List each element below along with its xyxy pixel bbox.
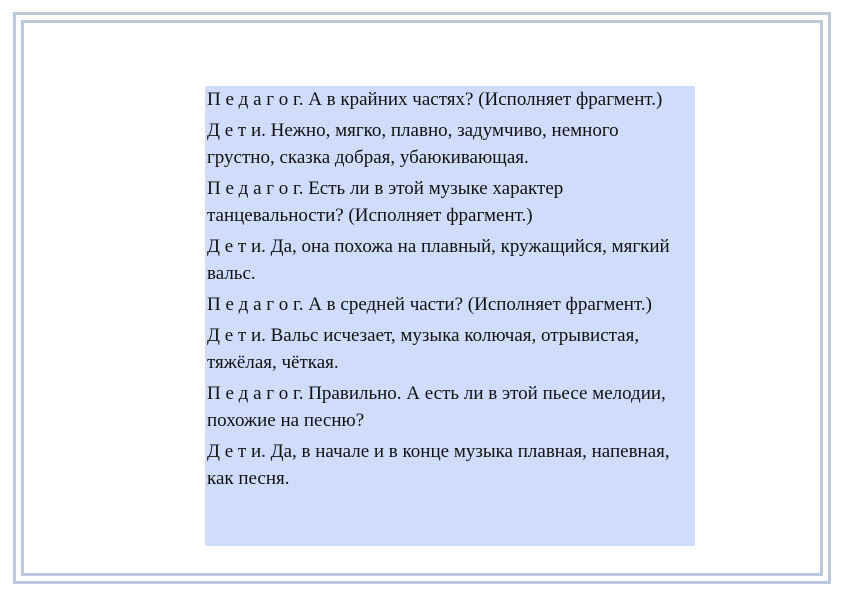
dialogue-paragraph-teacher-2: П е д а г о г. Есть ли в этой музыке характер танцевальности? (Исполняет фрагмент.) [207,178,564,226]
dialogue-paragraph-teacher-3: П е д а г о г. А в средней части? (Исполняет фрагмент.) [207,294,652,315]
dialogue-paragraph-children-2: Д е т и. Да, она похожа на плавный, кружащийся, мягкий вальс. [207,236,670,284]
dialogue-paragraph-teacher-1: П е д а г о г. А в крайних частях? (Исполняет фрагмент.) [207,89,663,110]
dialogue-paragraph-teacher-4: П е д а г о г. Правильно. А есть ли в этой пьесе мелодии, похожие на песню? [207,383,666,431]
dialogue-paragraph-children-1: Д е т и. Нежно, мягко, плавно, задумчиво, немного грустно, сказка добрая, убаюкивающая. [207,120,619,168]
dialogue-text-block [205,86,695,546]
dialogue-paragraph-children-4: Д е т и. Да, в начале и в конце музыка плавная, напевная, как песня. [207,441,670,489]
dialogue-paragraph-children-3: Д е т и. Вальс исчезает, музыка колючая, отрывистая, тяжёлая, чёткая. [207,325,640,373]
